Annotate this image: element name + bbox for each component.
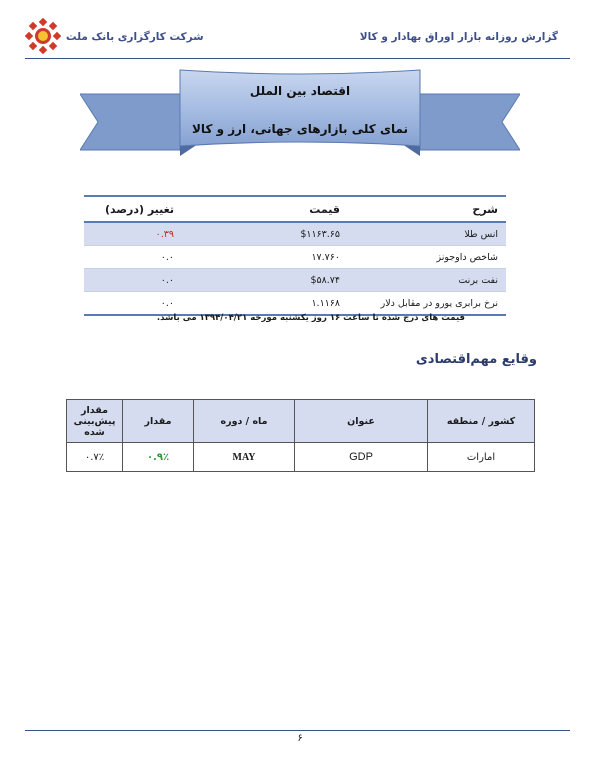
row-change: ۰.۳۹ xyxy=(84,222,182,246)
header-period: ماه / دوره xyxy=(194,400,295,443)
events-section-title: وقایع مهم‌اقتصادی xyxy=(415,352,537,367)
header-title: عنوان xyxy=(295,400,428,443)
row-desc: انس طلا xyxy=(360,222,506,246)
banner-subtitle: نمای کلی بازارهای جهانی، ارز و کالا xyxy=(192,122,408,136)
row-desc: نرخ برابری یورو در مقابل دلار xyxy=(360,292,506,316)
ribbon-banner xyxy=(80,66,520,162)
row-desc: شاخص داوجونز xyxy=(360,246,506,269)
row-price: ۱.۱۱۶۸ xyxy=(182,292,360,316)
row-change: ۰.۰ xyxy=(84,246,182,269)
row-desc: نفت برنت xyxy=(360,269,506,292)
header-amount: مقدار xyxy=(123,400,194,443)
row-country: امارات xyxy=(428,443,535,472)
economic-events-table xyxy=(66,399,535,472)
row-title: GDP xyxy=(295,443,428,472)
market-prices-table xyxy=(84,195,506,316)
header-price: قیمت xyxy=(182,196,360,222)
header-country: کشور / منطقه xyxy=(428,400,535,443)
page-number: ۶ xyxy=(297,733,303,744)
header-divider xyxy=(25,58,570,59)
table-row xyxy=(84,269,506,292)
banner-title: اقتصاد بین الملل xyxy=(249,84,351,98)
row-price: $۱۱۶۳.۶۵ xyxy=(182,222,360,246)
row-price: $۵۸.۷۴ xyxy=(182,269,360,292)
mellat-bank-logo-icon xyxy=(25,18,61,54)
table-row xyxy=(67,443,535,472)
header-desc: شرح xyxy=(360,196,506,222)
row-period: MAY xyxy=(194,443,295,472)
row-change: ۰.۰ xyxy=(84,269,182,292)
row-amount: ۰.۹٪ xyxy=(123,443,194,472)
table-header-row xyxy=(67,400,535,443)
company-name: شرکت کارگزاری بانک ملت xyxy=(66,31,204,43)
table-header-row xyxy=(84,196,506,222)
prices-footnote: قیمت های درج شده تا ساعت ۱۶ روز یکشنبه مورخه ۱۳۹۴/۰۴/۲۱ می باشد. xyxy=(156,313,465,323)
header-change: تغییر (درصد) xyxy=(84,196,182,222)
table-row xyxy=(84,246,506,269)
header-forecast: مقدار پیش‌بینی شده xyxy=(67,400,123,443)
report-title: گزارش روزانه بازار اوراق بهادار و کالا xyxy=(359,31,558,43)
row-price: ۱۷.۷۶۰ xyxy=(182,246,360,269)
row-change: ۰.۰ xyxy=(84,292,182,316)
table-row xyxy=(84,222,506,246)
footer-divider xyxy=(25,730,570,731)
row-forecast: ۰.۷٪ xyxy=(67,443,123,472)
table-row xyxy=(84,292,506,316)
